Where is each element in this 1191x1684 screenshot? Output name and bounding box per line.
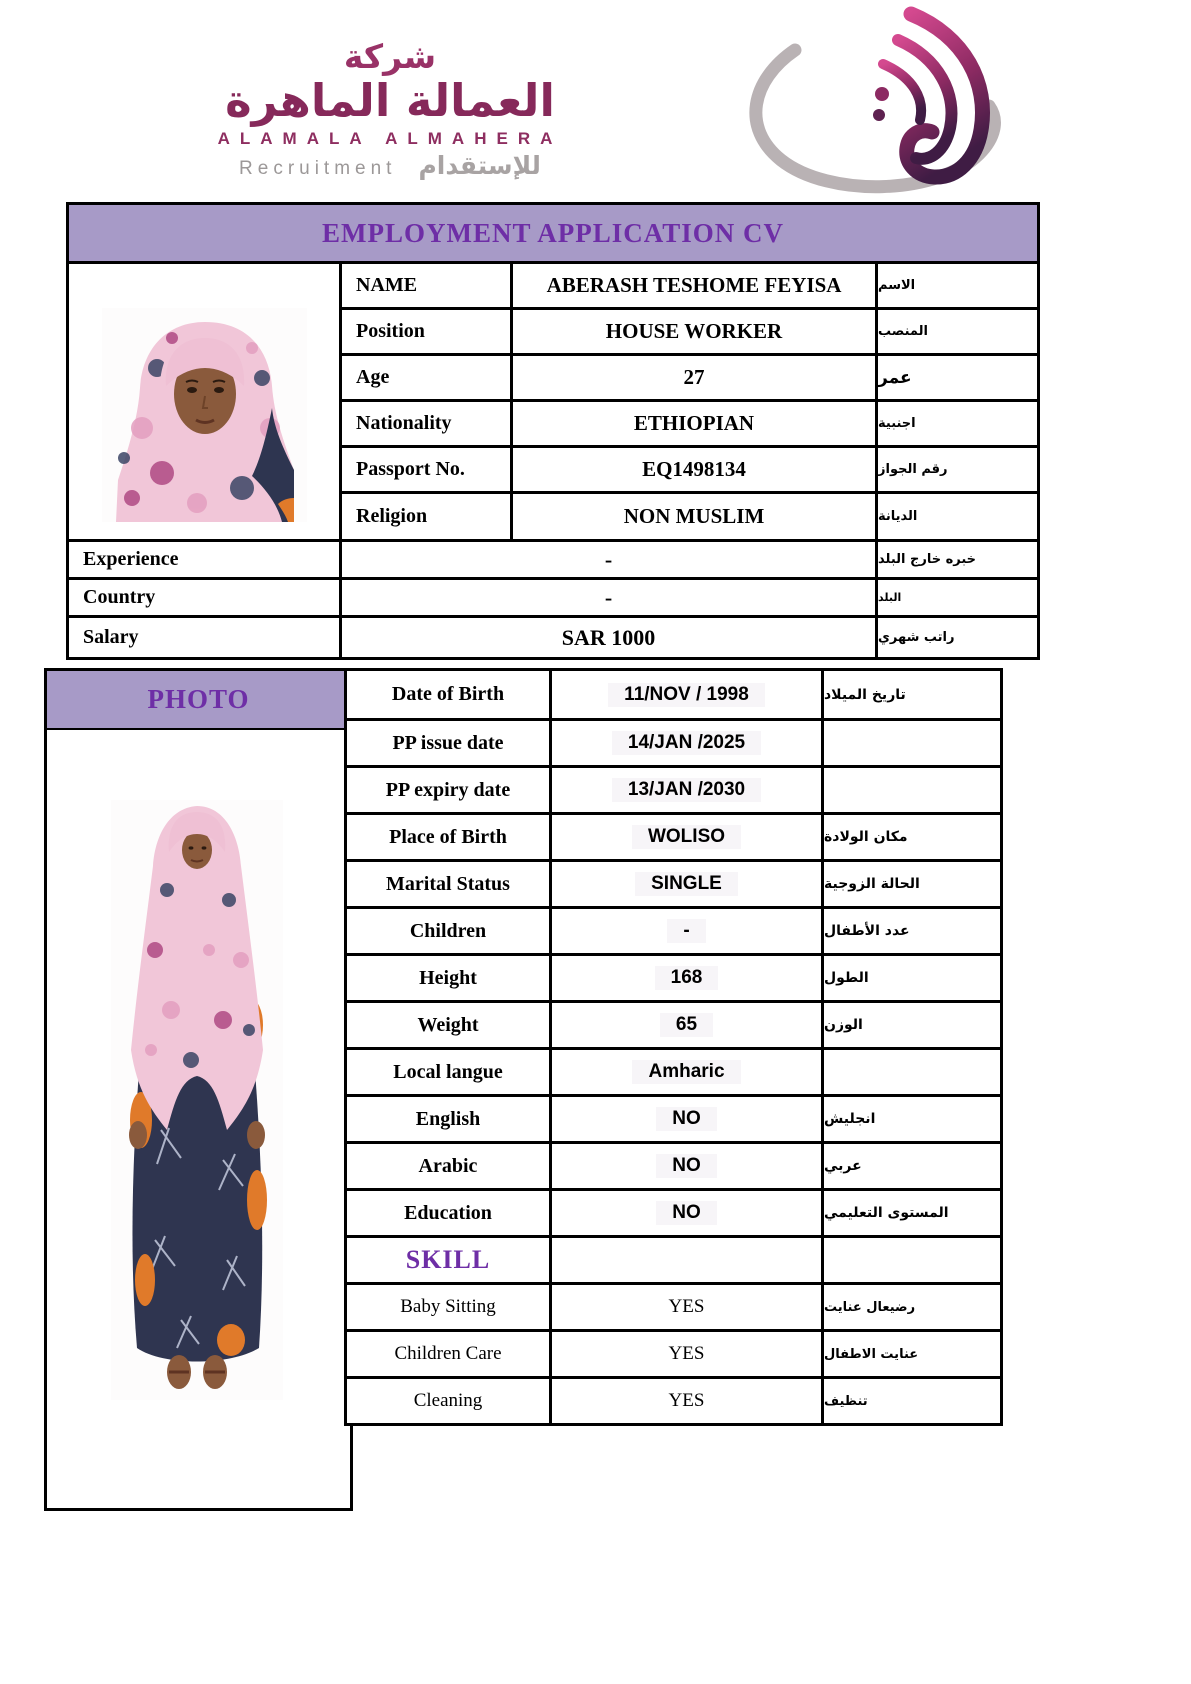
arabic-label: Arabic bbox=[347, 1141, 549, 1188]
children-care-label: Children Care bbox=[347, 1329, 549, 1376]
cleaning-label: Cleaning bbox=[347, 1376, 549, 1423]
company-logo-icon bbox=[733, 2, 1015, 194]
experience-label-arabic: خبره خارج البلد bbox=[875, 539, 1037, 577]
passport-label: Passport No. bbox=[339, 445, 510, 491]
cv-title: EMPLOYMENT APPLICATION CV bbox=[321, 217, 785, 248]
pp-issue-date-label-arabic bbox=[821, 718, 1000, 765]
local-langue-value: Amharic bbox=[549, 1047, 821, 1094]
children-label-arabic: عدد الأطفال bbox=[821, 906, 1000, 953]
details-table bbox=[344, 668, 1003, 1426]
baby-sitting-value: YES bbox=[549, 1282, 821, 1329]
experience-label: Experience bbox=[69, 539, 339, 577]
english-value: NO bbox=[549, 1094, 821, 1141]
children-care-value: YES bbox=[549, 1329, 821, 1376]
skill-header-arabic-cell bbox=[821, 1235, 1000, 1282]
religion-value: NON MUSLIM bbox=[510, 491, 875, 539]
local-langue-label-arabic bbox=[821, 1047, 1000, 1094]
weight-value: 65 bbox=[549, 1000, 821, 1047]
cleaning-label-arabic: تنظيف bbox=[821, 1376, 1000, 1423]
nationality-value: ETHIOPIAN bbox=[510, 399, 875, 445]
skill-header-middle-cell bbox=[549, 1235, 821, 1282]
baby-sitting-label-arabic: رضيعال عنايت bbox=[821, 1282, 1000, 1329]
arabic-label-arabic: عربي bbox=[821, 1141, 1000, 1188]
pp-expiry-date-label: PP expiry date bbox=[347, 765, 549, 812]
photo-header-bar bbox=[47, 671, 350, 730]
religion-label: Religion bbox=[339, 491, 510, 539]
applicant-portrait-photo bbox=[102, 308, 307, 522]
recruitment-english: Recruitment bbox=[239, 158, 397, 180]
photo-header-label: PHOTO bbox=[147, 684, 250, 714]
country-value: - bbox=[339, 577, 875, 615]
height-label-arabic: الطول bbox=[821, 953, 1000, 1000]
cv-title-bar bbox=[69, 205, 1037, 261]
company-name-english: ALAMALA ALMAHERA bbox=[217, 129, 563, 149]
salary-label-arabic: راتب شهري bbox=[875, 615, 1037, 657]
experience-value: - bbox=[339, 539, 875, 577]
date-of-birth-value: 11/NOV / 1998 bbox=[549, 671, 821, 718]
passport-value: EQ1498134 bbox=[510, 445, 875, 491]
date-of-birth-label-arabic: تاريخ الميلاد bbox=[821, 671, 1000, 718]
passport-label-arabic: رقم الجواز bbox=[875, 445, 1037, 491]
marital-status-label-arabic: الحالة الزوجية bbox=[821, 859, 1000, 906]
age-label-arabic: عمر bbox=[875, 353, 1037, 399]
name-label: NAME bbox=[339, 261, 510, 307]
weight-label-arabic: الوزن bbox=[821, 1000, 1000, 1047]
age-label: Age bbox=[339, 353, 510, 399]
place-of-birth-label-arabic: مكان الولادة bbox=[821, 812, 1000, 859]
nationality-label: Nationality bbox=[339, 399, 510, 445]
education-label: Education bbox=[347, 1188, 549, 1235]
skill-header-label: SKILL bbox=[405, 1245, 491, 1274]
marital-status-value: SINGLE bbox=[549, 859, 821, 906]
education-label-arabic: المستوى التعليمي bbox=[821, 1188, 1000, 1235]
baby-sitting-label: Baby Sitting bbox=[347, 1282, 549, 1329]
children-label: Children bbox=[347, 906, 549, 953]
position-label-arabic: المنصب bbox=[875, 307, 1037, 353]
cleaning-value: YES bbox=[549, 1376, 821, 1423]
skill-header-cell bbox=[347, 1235, 549, 1282]
place-of-birth-label: Place of Birth bbox=[347, 812, 549, 859]
company-name-arabic-line2: العمالة الماهرة bbox=[225, 73, 555, 127]
pp-expiry-date-value: 13/JAN /2030 bbox=[549, 765, 821, 812]
portrait-photo-cell bbox=[69, 261, 339, 539]
cv-summary-table bbox=[66, 202, 1040, 660]
education-value: NO bbox=[549, 1188, 821, 1235]
arabic-value: NO bbox=[549, 1141, 821, 1188]
local-langue-label: Local langue bbox=[347, 1047, 549, 1094]
photo-column bbox=[44, 668, 353, 1511]
children-care-label-arabic: عنايت الاطفال bbox=[821, 1329, 1000, 1376]
applicant-fullbody-photo bbox=[111, 800, 283, 1400]
company-brand bbox=[150, 37, 630, 181]
age-value: 27 bbox=[510, 353, 875, 399]
marital-status-label: Marital Status bbox=[347, 859, 549, 906]
religion-label-arabic: الديانة bbox=[875, 491, 1037, 539]
position-label: Position bbox=[339, 307, 510, 353]
company-name-arabic-line1: شركة bbox=[343, 37, 437, 76]
height-value: 168 bbox=[549, 953, 821, 1000]
pp-issue-date-label: PP issue date bbox=[347, 718, 549, 765]
english-label-arabic: انجليش bbox=[821, 1094, 1000, 1141]
salary-value: SAR 1000 bbox=[339, 615, 875, 657]
nationality-label-arabic: اجنبية bbox=[875, 399, 1037, 445]
cv-summary-grid bbox=[69, 261, 1037, 657]
place-of-birth-value: WOLISO bbox=[549, 812, 821, 859]
recruitment-line bbox=[150, 151, 630, 180]
children-value: - bbox=[549, 906, 821, 953]
weight-label: Weight bbox=[347, 1000, 549, 1047]
country-label: Country bbox=[69, 577, 339, 615]
country-label-arabic: البلد bbox=[875, 577, 1037, 615]
fullbody-photo-cell bbox=[47, 730, 350, 1508]
recruitment-arabic: للإستقدام bbox=[418, 151, 541, 181]
pp-expiry-date-label-arabic bbox=[821, 765, 1000, 812]
height-label: Height bbox=[347, 953, 549, 1000]
position-value: HOUSE WORKER bbox=[510, 307, 875, 353]
english-label: English bbox=[347, 1094, 549, 1141]
name-label-arabic: الاسم bbox=[875, 261, 1037, 307]
pp-issue-date-value: 14/JAN /2025 bbox=[549, 718, 821, 765]
salary-label: Salary bbox=[69, 615, 339, 657]
date-of-birth-label: Date of Birth bbox=[347, 671, 549, 718]
name-value: ABERASH TESHOME FEYISA bbox=[510, 261, 875, 307]
